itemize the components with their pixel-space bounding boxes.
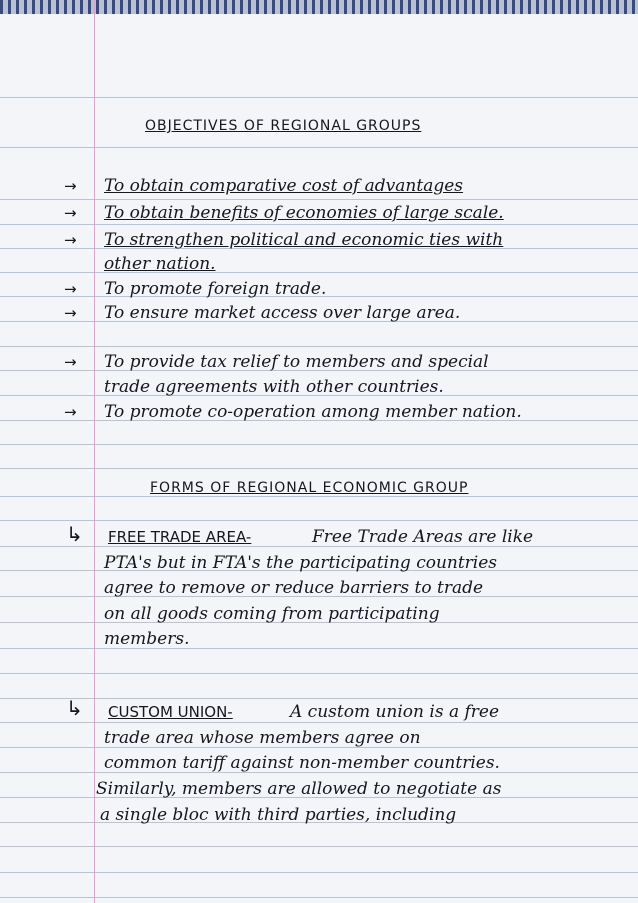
arrow-icon: → [64,403,77,421]
objective-line: To strengthen political and economic ties with [104,230,504,250]
spiral-binding [0,0,638,14]
ruled-line [0,698,638,699]
ruled-line [0,468,638,469]
ruled-line [0,846,638,847]
ruled-line [0,520,638,521]
ruled-line [0,346,638,347]
arrow-icon: → [64,304,77,322]
definition-line: on all goods coming from participating [104,604,440,624]
objective-line: trade agreements with other countries. [104,377,444,397]
arrow-icon: → [64,231,77,249]
definition-line: a single bloc with third parties, including [100,805,457,825]
ruled-line [0,673,638,674]
ruled-line [0,444,638,445]
arrow-icon: → [64,204,77,222]
objective-line: To provide tax relief to members and special [104,352,489,372]
definition-line: Free Trade Areas are like [312,527,534,547]
objective-line: To ensure market access over large area. [104,303,461,323]
objective-line: To promote foreign trade. [104,279,327,299]
ruled-line [0,97,638,98]
ruled-line [0,648,638,649]
definition-line: PTA's but in FTA's the participating countries [104,553,498,573]
definition-line: A custom union is a free [290,702,500,722]
ruled-line [0,199,638,200]
ruled-line [0,272,638,273]
margin-line [94,0,95,903]
definition-line: common tariff against non-member countries. [104,753,500,773]
custom-union-term: CUSTOM UNION- [108,703,233,721]
definition-line: trade area whose members agree on [104,728,421,748]
arrow-icon: → [64,353,77,371]
definition-line: agree to remove or reduce barriers to trade [104,578,484,598]
forms-heading: FORMS OF REGIONAL ECONOMIC GROUP [150,480,469,496]
ruled-line [0,147,638,148]
bullet-arrow-icon: ↳ [66,696,83,720]
definition-line: members. [104,629,190,649]
objective-line: To obtain benefits of economies of large scale. [104,203,504,223]
objective-line: other nation. [104,254,216,274]
free-trade-area-term: FREE TRADE AREA- [108,528,252,546]
bullet-arrow-icon: ↳ [66,522,83,546]
ruled-line [0,897,638,898]
objective-line: To obtain comparative cost of advantages [104,176,464,196]
ruled-line [0,872,638,873]
arrow-icon: → [64,177,77,195]
ruled-line [0,224,638,225]
ruled-line [0,722,638,723]
definition-line: Similarly, members are allowed to negotiate as [96,779,502,799]
objectives-heading: OBJECTIVES OF REGIONAL GROUPS [145,118,422,134]
arrow-icon: → [64,280,77,298]
objective-line: To promote co-operation among member nation. [104,402,522,422]
